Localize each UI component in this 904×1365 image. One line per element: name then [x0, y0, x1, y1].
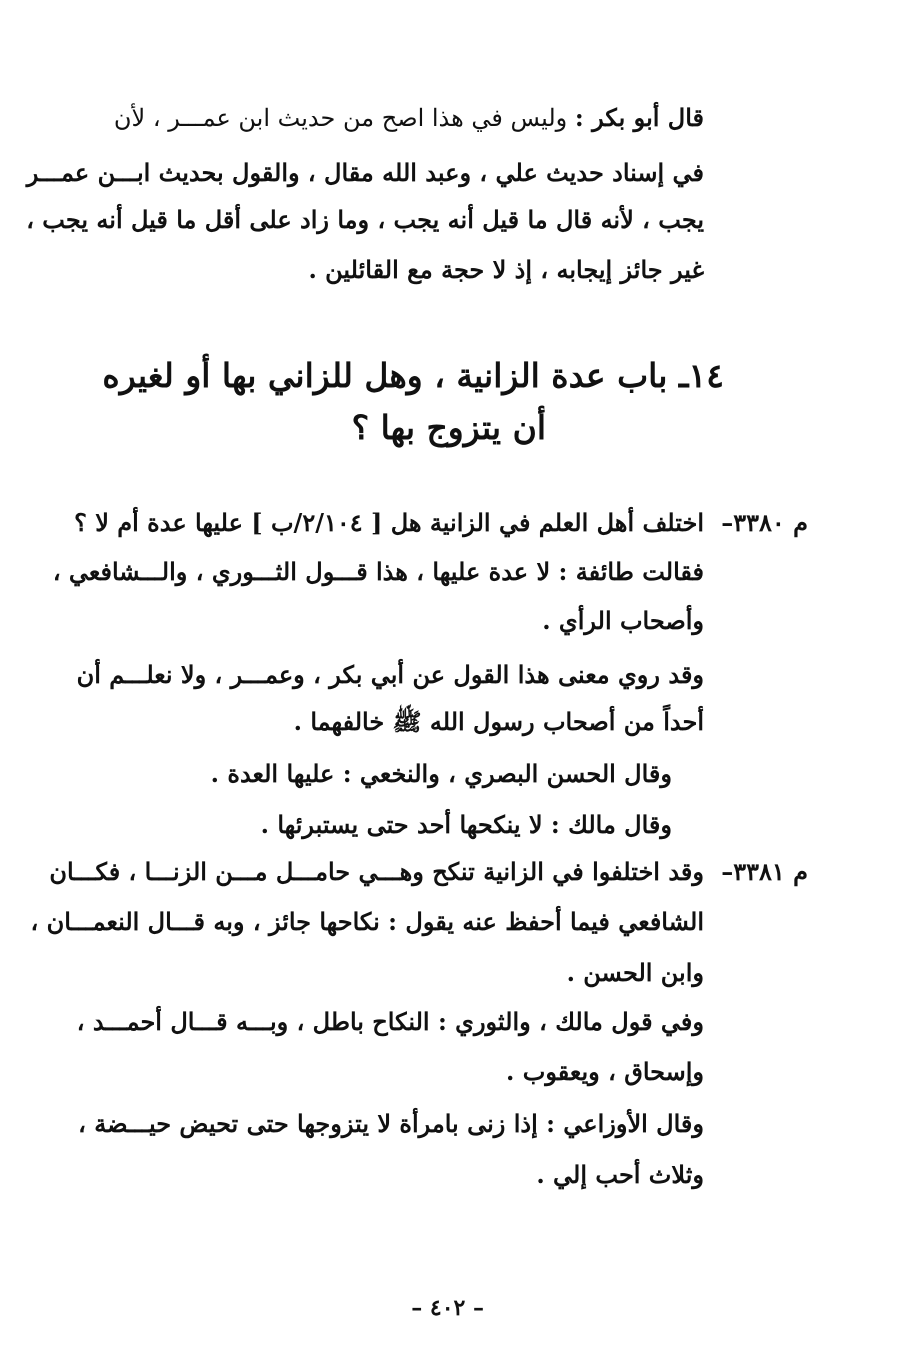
issue-3381-line-5: وإسحاق ، ويعقوب .	[506, 1057, 704, 1086]
issue-3381-line-7: وثلاث أحب إلي .	[536, 1160, 704, 1189]
intro-line-2: في إسناد حديث علي ، وعبد الله مقال ، والقول بحديث ابـــن عمـــر	[26, 158, 704, 187]
issue-3380-line-4: وقد روي معنى هذا القول عن أبي بكر ، وعمـــر ، ولا نعلـــم أن	[76, 660, 704, 689]
page-number: – ٤٠٢ –	[411, 1295, 484, 1321]
issue-3380-line-7: وقال مالك : لا ينكحها أحد حتى يستبرئها .	[260, 810, 672, 839]
issue-3380-line-3: وأصحاب الرأي .	[542, 606, 704, 635]
issue-3380-line-5: أحداً من أصحاب رسول الله ﷺ خالفهما .	[293, 707, 704, 736]
issue-3381-line-6: وقال الأوزاعي : إذا زنى بامرأة لا يتزوجها حتى تحيض حيـــضة ،	[78, 1109, 704, 1138]
intro-line-1-text: وليس في هذا اصح من حديث ابن عمـــر ، لأن	[113, 104, 568, 132]
issue-3380-line-2: فقالت طائفة : لا عدة عليها ، هذا قـــول الثـــوري ، والـــشافعي ،	[52, 557, 704, 586]
intro-line-4: غير جائز إيجابه ، إذ لا حجة مع القائلين .	[308, 255, 704, 284]
chapter-heading-line-2: أن يتزوج بها ؟	[351, 408, 546, 447]
issue-3381-line-2: الشافعي فيما أحفظ عنه يقول : نكاحها جائز ، وبه قـــال النعمـــان ،	[30, 907, 704, 936]
chapter-heading-line-1: ١٤ـ باب عدة الزانية ، وهل للزاني بها أو لغيره	[102, 356, 724, 395]
intro-line-1	[114, 101, 704, 135]
issue-3381-number: م ٣٣٨١–	[721, 857, 808, 886]
speaker-label: قال أبو بكر :	[574, 103, 704, 132]
issue-3381-line-1: وقد اختلفوا في الزانية تنكح وهـــي حامـــل مـــن الزنـــا ، فكـــان	[49, 857, 704, 886]
issue-3381-line-4: وفي قول مالك ، والثوري : النكاح باطل ، وبـــه قـــال أحمـــد ،	[76, 1007, 704, 1036]
issue-3381-line-3: وابن الحسن .	[566, 958, 704, 987]
intro-line-3: يجب ، لأنه قال ما قيل أنه يجب ، وما زاد على أقل ما قيل أنه يجب ،	[26, 205, 704, 234]
issue-3380-number: م ٣٣٨٠–	[721, 508, 808, 537]
issue-3380-line-6: وقال الحسن البصري ، والنخعي : عليها العدة .	[210, 759, 672, 788]
issue-3380-line-1: اختلف أهل العلم في الزانية هل [ ٢/١٠٤/ب ] عليها عدة أم لا ؟	[74, 508, 704, 537]
